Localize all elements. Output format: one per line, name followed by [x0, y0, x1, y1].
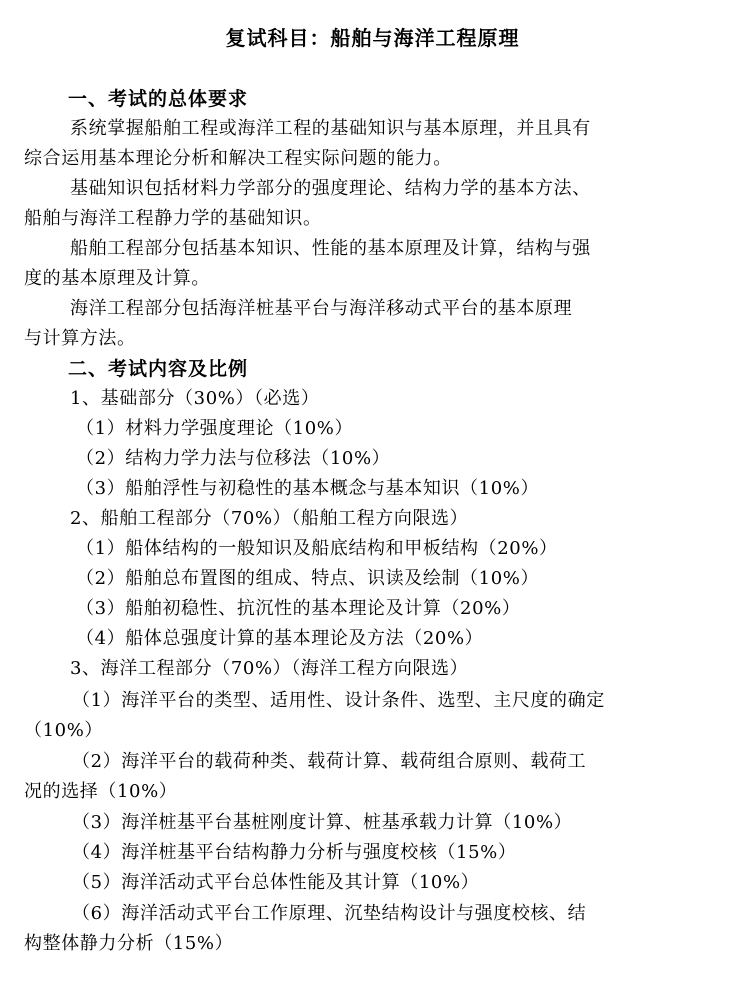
- list-item-continuation: 构整体静力分析（15%）: [24, 933, 234, 954]
- paragraph-line: 船舶与海洋工程静力学的基础知识。: [24, 208, 322, 229]
- list-item: （4）船体总强度计算的基本理论及方法（20%）: [76, 628, 484, 649]
- list-item: （1）海洋平台的类型、适用性、设计条件、选型、主尺度的确定: [72, 690, 605, 711]
- paragraph-line: 基础知识包括材料力学部分的强度理论、结构力学的基本方法、: [70, 178, 591, 199]
- paragraph-line: 度的基本原理及计算。: [24, 268, 210, 289]
- list-item-continuation: 况的选择（10%）: [24, 781, 178, 802]
- list-item: （1）船体结构的一般知识及船底结构和甲板结构（20%）: [76, 538, 558, 559]
- paragraph-line: 综合运用基本理论分析和解决工程实际问题的能力。: [24, 148, 452, 169]
- list-item: （3）海洋桩基平台基桩刚度计算、桩基承载力计算（10%）: [72, 812, 573, 833]
- part-label: 1、基础部分（30%）（必选）: [70, 388, 320, 409]
- list-item: （4）海洋桩基平台结构静力分析与强度校核（15%）: [72, 842, 517, 863]
- list-item: （1）材料力学强度理论（10%）: [76, 418, 354, 439]
- list-item: （2）船舶总布置图的组成、特点、识读及绘制（10%）: [76, 568, 540, 589]
- list-item: （5）海洋活动式平台总体性能及其计算（10%）: [72, 872, 480, 893]
- list-item-continuation: （10%）: [24, 720, 104, 741]
- list-item: （3）船舶初稳性、抗沉性的基本理论及计算（20%）: [76, 598, 521, 619]
- part-label: 2、船舶工程部分（70%）（船舶工程方向限选）: [70, 508, 469, 529]
- list-item: （2）海洋平台的载荷种类、载荷计算、载荷组合原则、载荷工: [72, 751, 587, 772]
- paragraph-line: 船舶工程部分包括基本知识、性能的基本原理及计算，结构与强: [70, 238, 591, 259]
- paragraph-line: 海洋工程部分包括海洋桩基平台与海洋移动式平台的基本原理: [70, 298, 573, 319]
- list-item: （3）船舶浮性与初稳性的基本概念与基本知识（10%）: [76, 478, 540, 499]
- list-item: （6）海洋活动式平台工作原理、沉垫结构设计与强度校核、结: [72, 903, 587, 924]
- section-heading-content: 二、考试内容及比例: [68, 358, 249, 380]
- part-label: 3、海洋工程部分（70%）（海洋工程方向限选）: [70, 658, 469, 679]
- section-heading-requirements: 一、考试的总体要求: [68, 88, 249, 110]
- list-item: （2）结构力学力法与位移法（10%）: [76, 448, 391, 469]
- paragraph-line: 与计算方法。: [24, 328, 136, 349]
- paragraph-line: 系统掌握船舶工程或海洋工程的基础知识与基本原理，并且具有: [70, 118, 591, 139]
- document-title: 复试科目：船舶与海洋工程原理: [225, 26, 520, 50]
